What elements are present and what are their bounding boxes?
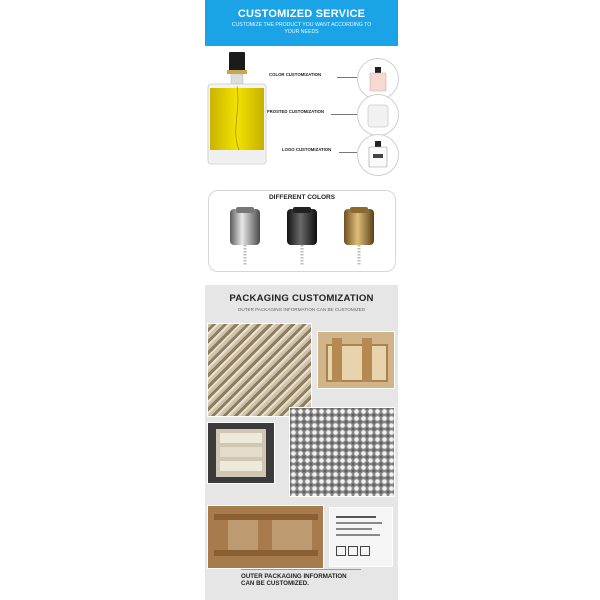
silver-pump-cap-image[interactable] bbox=[227, 205, 263, 267]
packaging-customization-section bbox=[205, 285, 398, 600]
banner-subtitle: CUSTOMIZE THE PRODUCT YOU WANT ACCORDING TO YOUR NEEDS bbox=[231, 22, 372, 35]
color-customization-label: COLOR CUSTOMIZATION bbox=[269, 72, 322, 77]
packaging-caption bbox=[241, 573, 381, 588]
black-pump-cap-image[interactable] bbox=[284, 205, 320, 267]
frosted-customization-label: FROSTED CUSTOMIZATION bbox=[267, 109, 325, 114]
caption-line-1: OUTER PACKAGING INFORMATION bbox=[241, 573, 347, 580]
gold-pump-cap-image[interactable] bbox=[341, 205, 377, 267]
container-loading-photo bbox=[207, 422, 275, 484]
connector-line bbox=[337, 77, 357, 78]
perfume-bottle-image bbox=[207, 50, 267, 168]
customization-section bbox=[205, 46, 398, 181]
connector-line bbox=[331, 114, 357, 115]
caps-grid-photo bbox=[289, 407, 395, 497]
different-colors-title: DIFFERENT COLORS bbox=[268, 194, 336, 201]
frosted-bottle-icon bbox=[358, 95, 398, 135]
wooden-box-photo bbox=[207, 505, 324, 569]
connector-line bbox=[339, 152, 357, 153]
product-page-column bbox=[205, 0, 398, 600]
logo-customization-label: LOGO CUSTOMIZATION bbox=[282, 147, 332, 152]
packaging-subtitle: OUTER PACKAGING INFORMATION CAN BE CUSTOMIZED bbox=[237, 307, 366, 312]
banner-title: CUSTOMIZED SERVICE bbox=[237, 8, 366, 20]
wooden-crate-photo bbox=[317, 331, 395, 389]
customized-service-banner bbox=[205, 0, 398, 46]
packaging-label-photo bbox=[329, 507, 393, 567]
logo-bottle-icon bbox=[358, 135, 398, 175]
bottle-rows-photo bbox=[207, 323, 312, 417]
caption-line-2: CAN BE CUSTOMIZED. bbox=[241, 580, 309, 588]
packaging-title: PACKAGING CUSTOMIZATION bbox=[229, 293, 374, 304]
frosted-customization-thumbnail[interactable] bbox=[357, 94, 399, 136]
logo-customization-thumbnail[interactable] bbox=[357, 134, 399, 176]
caption-divider bbox=[241, 569, 361, 570]
different-colors-panel bbox=[208, 190, 396, 272]
pink-bottle-icon bbox=[358, 59, 398, 99]
